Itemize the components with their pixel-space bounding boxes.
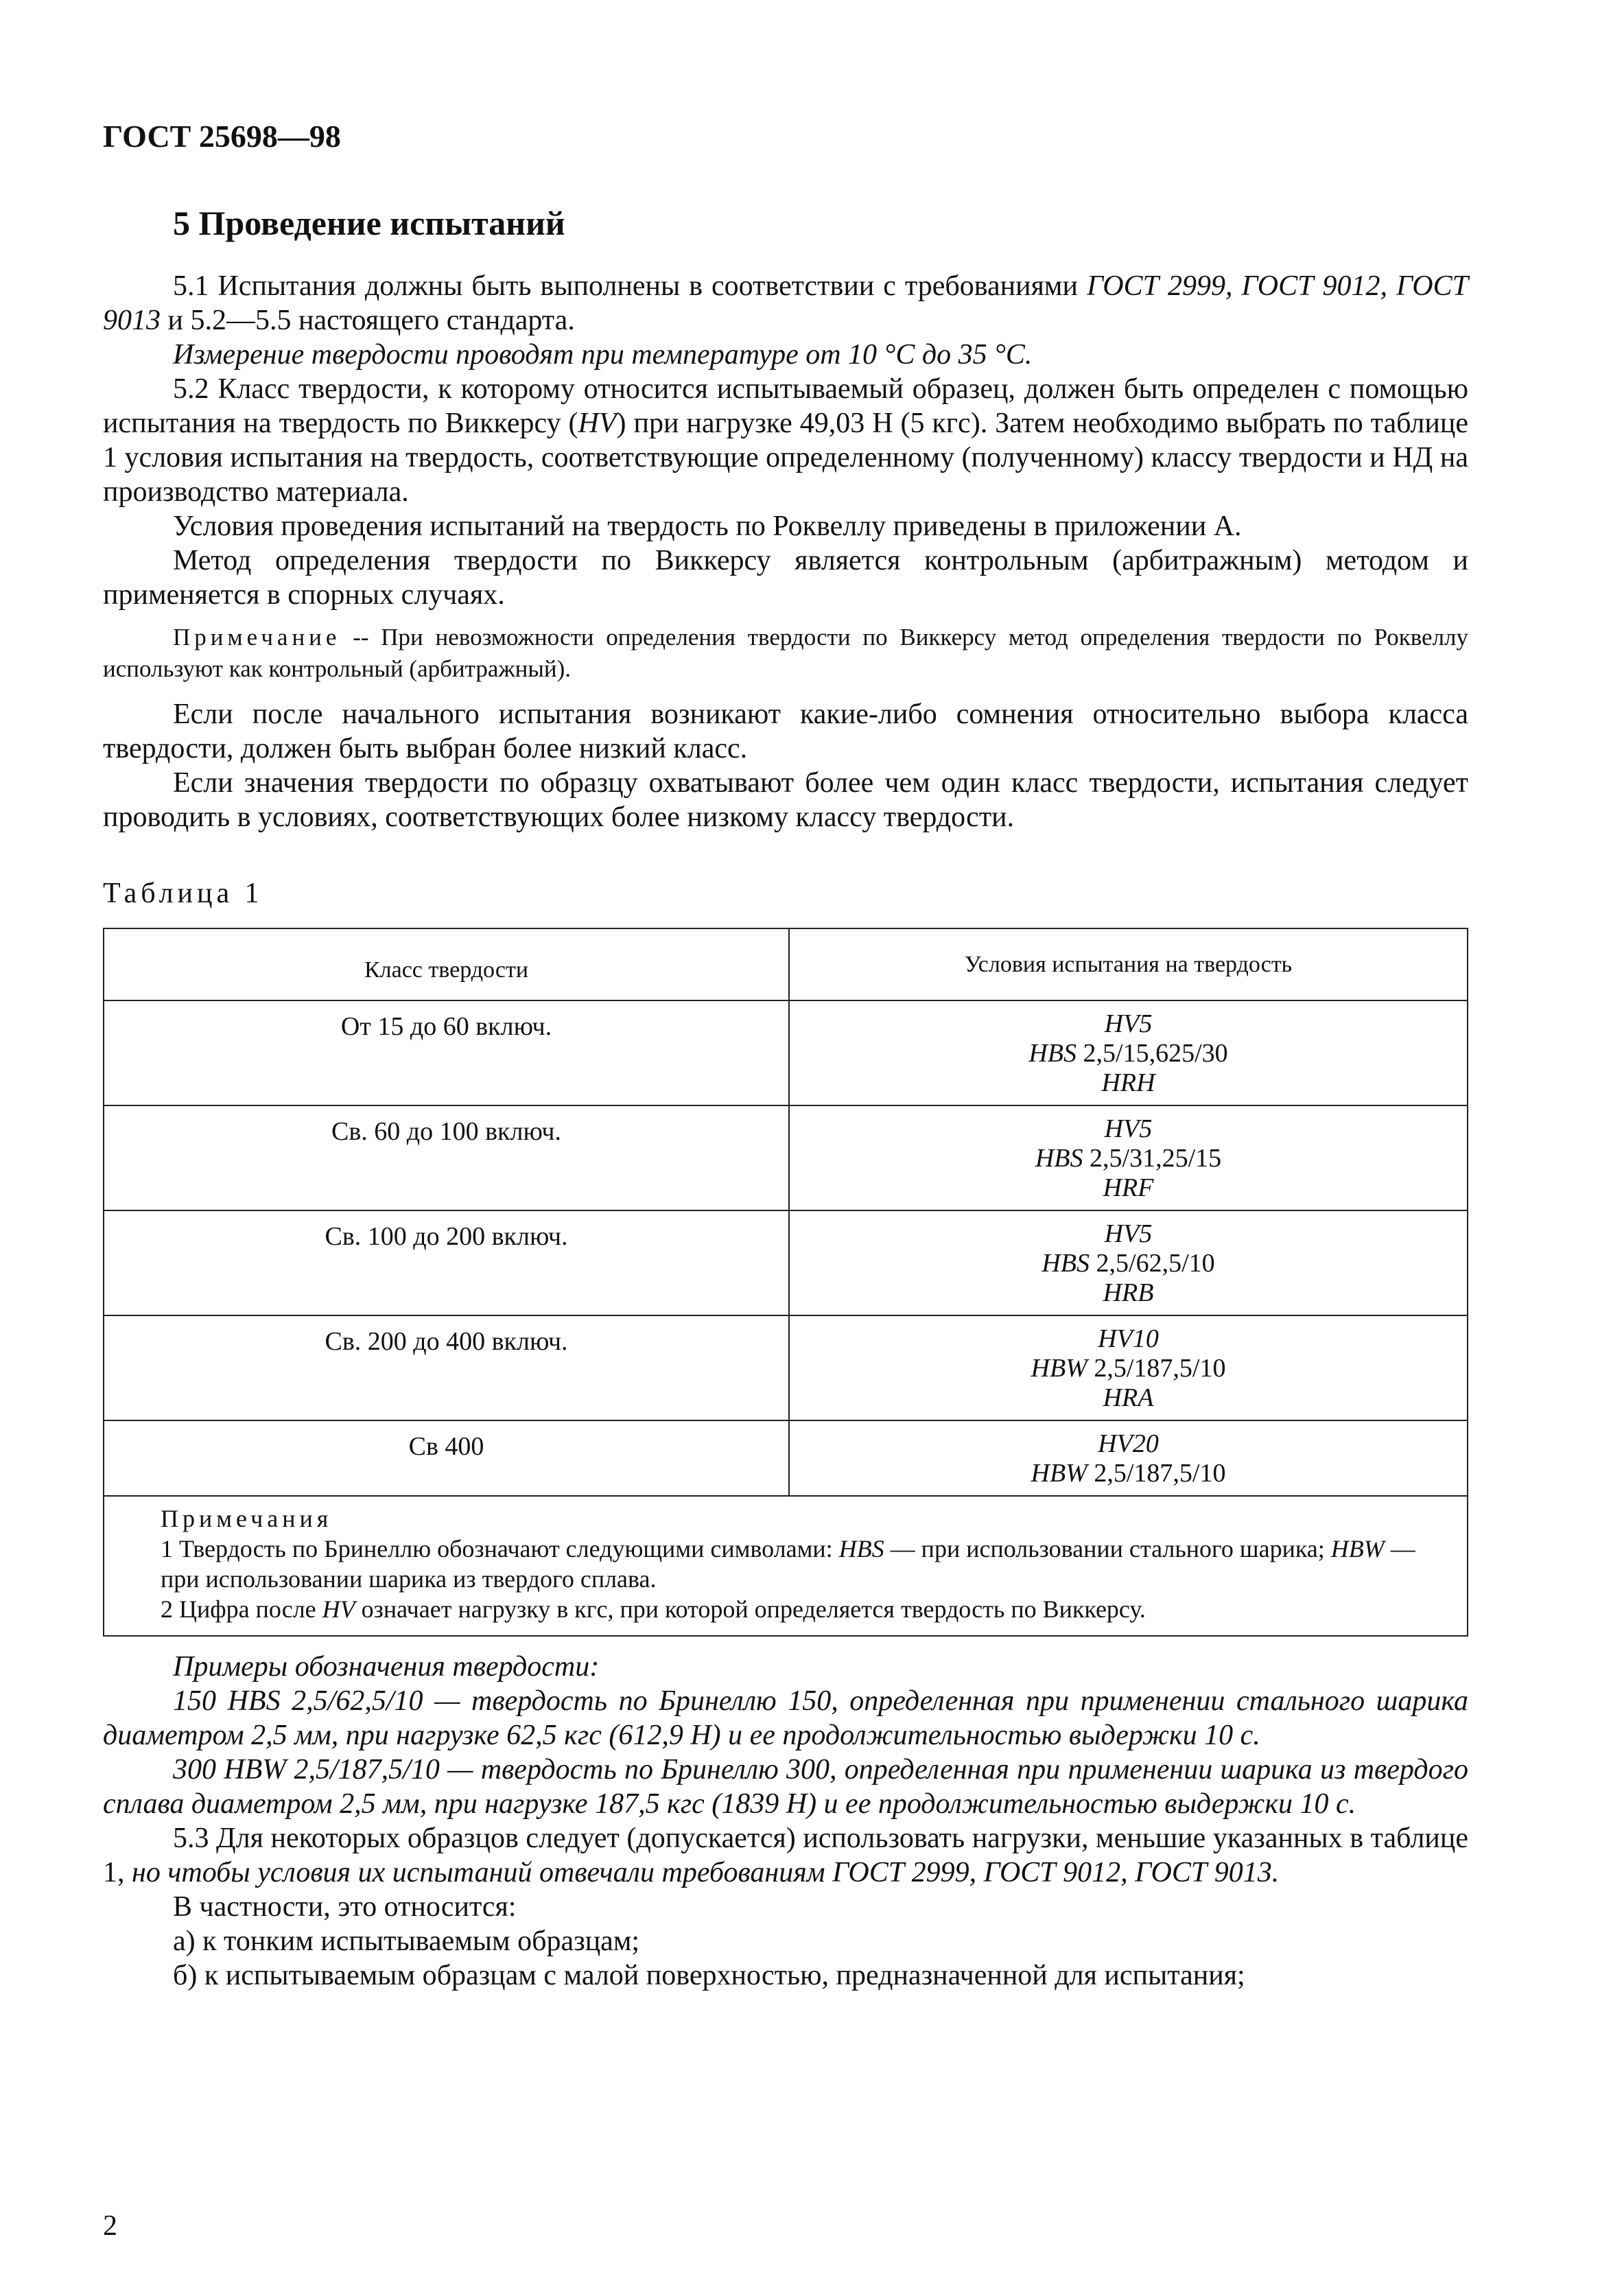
section-title: 5 Проведение испытаний [173, 204, 565, 242]
table-notes [104, 1496, 1468, 1636]
body-text-upper [103, 269, 1468, 834]
list-item-a: а) к тонким испытываемым образцам; [173, 1925, 640, 1957]
class-cell: Св. 60 до 100 включ. [104, 1105, 789, 1210]
class-cell: Св. 100 до 200 включ. [104, 1210, 789, 1315]
table-notes-row [104, 1496, 1468, 1636]
multi-class-paragraph: Если значения твердости по образцу охватывают более чем один класс твердости, испытания следует проводить в условиях, соответствующих более низкому классу твердости. [103, 767, 1468, 833]
temperature-line: Измерение твердости проводят при температуре от 10 °С до 35 °С. [173, 339, 1033, 371]
note-1: 1 Твердость по Бринеллю обозначают следующими символами: HBS — при использовании стального шарика; HBW — при использовании шарика из твердого сплава. [161, 1535, 1415, 1593]
class-cell: От 15 до 60 включ. [104, 1000, 789, 1105]
table-caption: Таблица 1 [103, 878, 263, 909]
conditions-cell: HV5 HBS 2,5/31,25/15 HRF [789, 1105, 1468, 1210]
rockwell-line: Условия проведения испытаний на твердость по Роквеллу приведены в приложении А. [173, 511, 1242, 542]
col-header-conditions: Условия испытания на твердость [789, 928, 1468, 1000]
example-1: 150 HBS 2,5/62,5/10 — твердость по Бринеллю 150, определенная при применении стального шарика диаметром 2,5 мм, при нагрузке 62,5 кгс (612,9 Н) и ее продолжительностью выдержки 10 с. [103, 1685, 1468, 1751]
table-row [104, 1105, 1468, 1210]
class-cell: Св. 200 до 400 включ. [104, 1315, 789, 1420]
body-text-lower [103, 1650, 1468, 1993]
paragraph-5-2: 5.2 Класс твердости, к которому относится испытываемый образец, должен быть определен с помощью испытания на твердость по Виккерсу (HV) при нагрузке 49,03 Н (5 кгс). Затем необходимо выбрать по таблице 1 условия испытания на твердость, соответствующие определенному (полученному) классу твердости и НД на производство материала. [103, 373, 1468, 508]
conditions-cell: HV5 HBS 2,5/62,5/10 HRB [789, 1210, 1468, 1315]
class-cell: Св 400 [104, 1420, 789, 1496]
list-item-b: б) к испытываемым образцам с малой поверхностью, предназначенной для испытания; [173, 1960, 1245, 1991]
in-particular-line: В частности, это относится: [173, 1891, 517, 1923]
table-row [104, 1315, 1468, 1420]
standard-header: ГОСТ 25698—98 [103, 119, 341, 154]
col-header-class: Класс твердости [104, 928, 789, 1000]
paragraph-5-1: 5.1 Испытания должны быть выполнены в соответствии с требованиями ГОСТ 2999, ГОСТ 9012, ГОСТ 9013 и 5.2—5.5 настоящего стандарта. [103, 270, 1468, 336]
vickers-line: Метод определения твердости по Виккерсу является контрольным (арбитражным) методом и применяется в спорных случаях. [103, 545, 1468, 611]
conditions-cell: HV10 HBW 2,5/187,5/10 HRA [789, 1315, 1468, 1420]
conditions-cell: HV5 HBS 2,5/15,625/30 HRH [789, 1000, 1468, 1105]
table-header-row [104, 928, 1468, 1000]
note-2: 2 Цифра после HV означает нагрузку в кгс, при которой определяется твердость по Виккерсу. [161, 1595, 1146, 1623]
table-row [104, 1420, 1468, 1496]
page-number: 2 [103, 2210, 117, 2242]
conditions-cell: HV20 HBW 2,5/187,5/10 [789, 1420, 1468, 1496]
hardness-table [103, 928, 1468, 1637]
doubt-paragraph: Если после начального испытания возникают какие-либо сомнения относительно выбора класса твердости, должен быть выбран более низкий класс. [103, 699, 1468, 764]
example-2: 300 HBW 2,5/187,5/10 — твердость по Бринеллю 300, определенная при применении шарика из твердого сплава диаметром 2,5 мм, при нагрузке 187,5 кгс (1839 Н) и ее продолжительностью выдержки 10 с. [103, 1754, 1468, 1820]
paragraph-5-3: 5.3 Для некоторых образцов следует (допускается) использовать нагрузки, меньшие указанных в таблице 1, но чтобы условия их испытаний отвечали требованиям ГОСТ 2999, ГОСТ 9012, ГОСТ 9013. [103, 1823, 1468, 1888]
examples-title: Примеры обозначения твердости: [173, 1651, 600, 1683]
table-row [104, 1000, 1468, 1105]
notes-label: Примечания [161, 1505, 333, 1532]
table-row [104, 1210, 1468, 1315]
note-paragraph: Примечание -- При невозможности определения твердости по Виккерсу метод определения твердости по Роквеллу используют как контрольный (арбитражный). [103, 624, 1468, 682]
